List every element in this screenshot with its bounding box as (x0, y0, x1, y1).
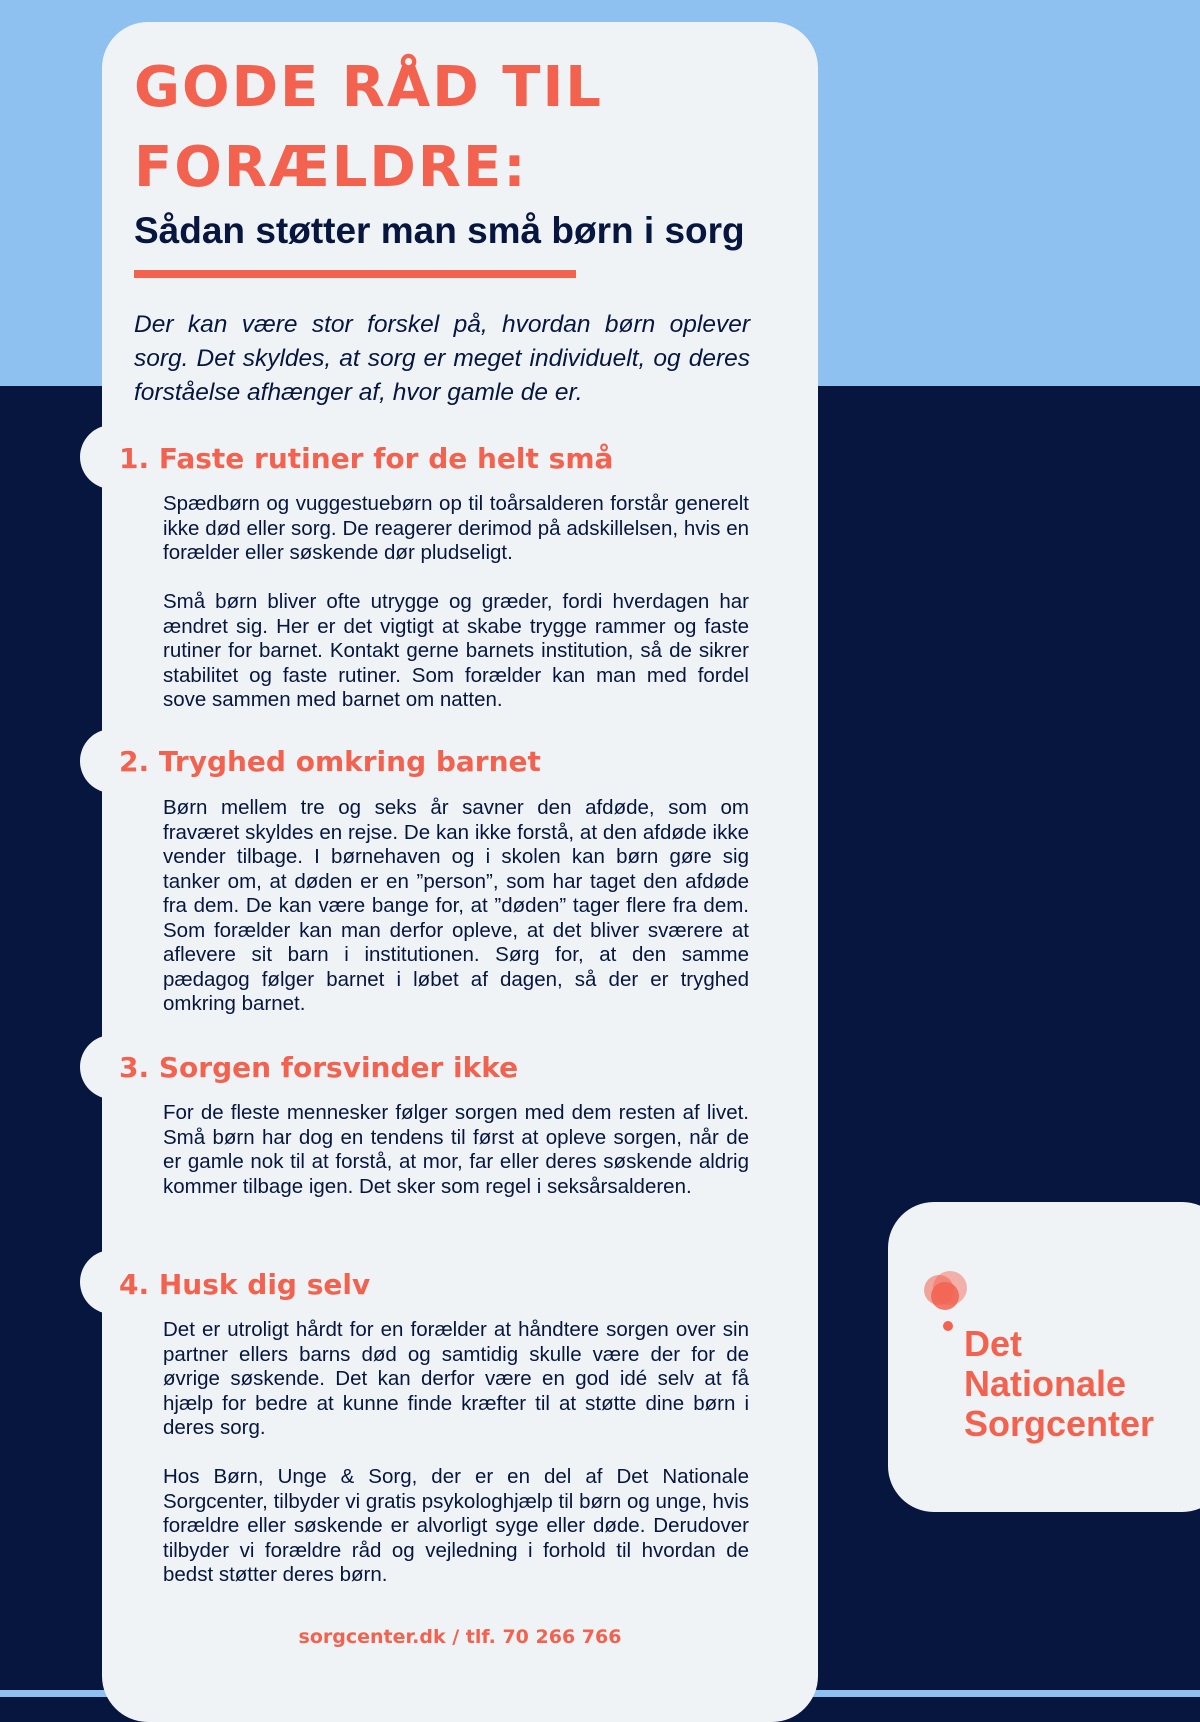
title-line-1: GODE RÅD TIL (134, 55, 603, 120)
section-1-paragraph-1: Spædbørn og vuggestuebørn op til toårsalderen forstår generelt ikke død eller sorg. De reagerer derimod på adskillelsen, hvis en forælder eller søskende dør pludseligt. (163, 492, 749, 564)
logo-line-3: Sorgcenter (964, 1403, 1155, 1444)
title-underline (134, 270, 576, 278)
intro-text: Der kan være stor forskel på, hvordan børn oplever sorg. Det skyldes, at sorg er meget individuelt, og deres forståelse afhænger af, hvor gamle de er. (134, 311, 750, 406)
section-heading-4: 4. Husk dig selv (119, 1268, 371, 1301)
page-subtitle: Sådan støtter man små børn i sorg (134, 210, 745, 251)
section-4-paragraph-1: Det er utroligt hårdt for en forælder at håndtere sorgen over sin partner ellers barns død og samtidig skulle være der for de øvrige søskende. Det kan derfor være en god idé selv at få hjælp for bedre at kunne finde kræfter til at støtte dine børn i deres sorg. (163, 1318, 749, 1439)
section-body-2 (163, 796, 749, 1017)
contact-footer[interactable]: sorgcenter.dk / tlf. 70 266 766 (298, 1626, 622, 1648)
section-heading-3: 3. Sorgen forsvinder ikke (119, 1051, 519, 1084)
logo-line-1: Det (964, 1323, 1023, 1364)
section-2-paragraph-1: Børn mellem tre og seks år savner den afdøde, som om fraværet skyldes en rejse. De kan ikke forstå, at den afdøde ikke vender tilbage. I børnehaven og i skolen kan børn gøre sig tanker om, at døden er en ”person”, som har taget den afdøde fra dem. De kan være bange for, at ”døden” tager flere fra dem. Som forælder kan man derfor opleve, at det bliver sværere at aflevere sit barn i institutionen. Sørg for, at den samme pædagog følger barnet i løbet af dagen, så der er tryghed omkring barnet. (163, 796, 749, 1015)
page-title (134, 48, 774, 208)
logo-line-2: Nationale (964, 1363, 1127, 1404)
section-1-paragraph-2: Små børn bliver ofte utrygge og græder, fordi hverdagen har ændret sig. Her er det vigtigt at skabe trygge rammer og faste rutiner for barnet. Kontakt gerne barnets institution, så de sikrer stabilitet og faste rutiner. Som forælder kan man med fordel sove sammen med barnet om natten. (163, 590, 749, 711)
section-3-paragraph-1: For de fleste mennesker følger sorgen med dem resten af livet. Små børn har dog en tendens til først at opleve sorgen, når de er gamle nok til at forstå, at mor, far eller deres søskende aldrig kommer tilbage igen. Det sker som regel i seksårsalderen. (163, 1101, 749, 1198)
section-4-paragraph-2: Hos Børn, Unge & Sorg, der er en del af Det Nationale Sorgcenter, tilbyder vi gratis psykologhjælp til børn og unge, hvis forældre eller søskende er alvorligt syge eller døde. Derudover tilbyder vi forældre råd og vejledning i forhold til hvordan de bedst støtter deres børn. (163, 1465, 749, 1586)
section-body-1 (163, 492, 749, 713)
organization-logo-text (964, 1324, 1154, 1444)
section-heading-1: 1. Faste rutiner for de helt små (119, 442, 614, 475)
title-line-2: FORÆLDRE: (134, 135, 528, 200)
section-heading-2: 2. Tryghed omkring barnet (119, 745, 541, 778)
section-body-4 (163, 1318, 749, 1588)
section-body-3 (163, 1101, 749, 1199)
